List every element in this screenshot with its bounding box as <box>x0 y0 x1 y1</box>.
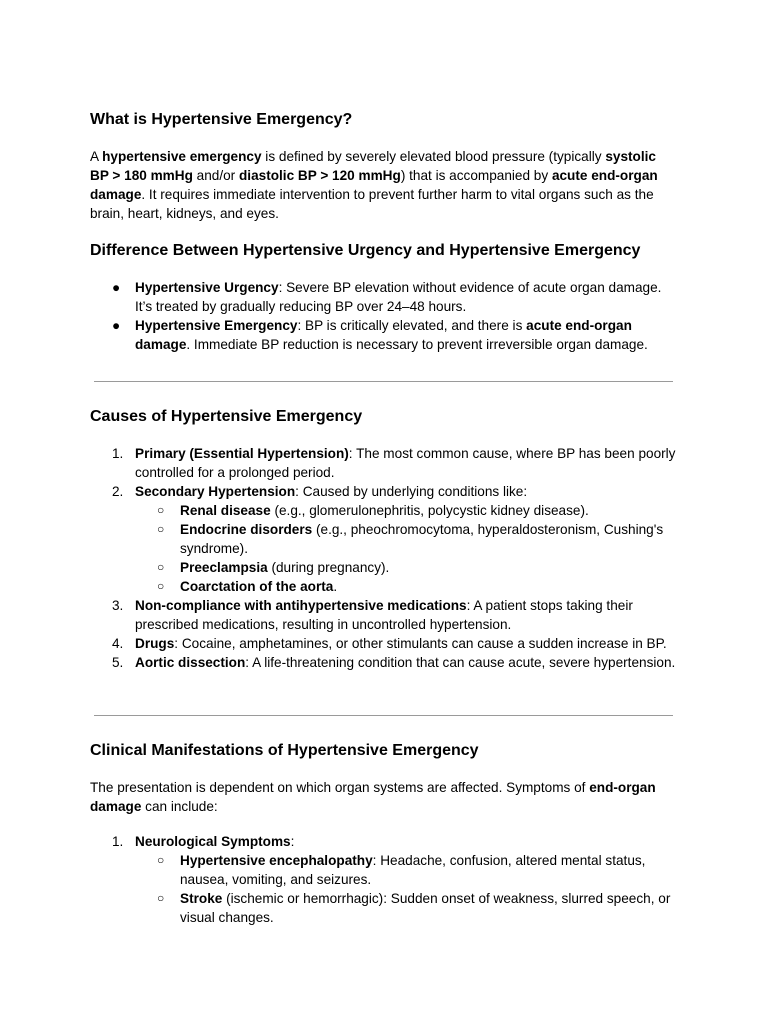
list-number: 5. <box>112 655 124 670</box>
bold-text: hypertensive emergency <box>102 149 262 164</box>
bold-text: Preeclampsia <box>180 560 268 575</box>
list-item <box>90 278 680 316</box>
heading-causes: Causes of Hypertensive Emergency <box>90 408 363 425</box>
text: : Caused by underlying conditions like: <box>295 484 528 499</box>
bold-text: Secondary Hypertension <box>135 484 296 499</box>
text: The presentation is dependent on which organ systems are affected. Symptoms of <box>90 780 590 795</box>
text: : A patient stops taking their prescribed medications, resulting in uncontrolled hypertension. <box>135 598 633 632</box>
bold-text: Hypertensive Urgency <box>135 280 279 295</box>
text: : Headache, confusion, altered mental status, nausea, vomiting, and seizures. <box>180 853 646 887</box>
heading-clinical: Clinical Manifestations of Hypertensive Emergency <box>90 742 479 759</box>
list-item <box>90 596 680 634</box>
bold-text: Endocrine disorders <box>180 522 313 537</box>
sub-list-item <box>90 501 680 520</box>
list-item <box>90 653 680 672</box>
bold-text: Renal disease <box>180 503 271 518</box>
numbered-list <box>90 832 680 927</box>
divider <box>94 715 673 716</box>
bold-text: Hypertensive encephalopathy <box>180 853 373 868</box>
circle-bullet-icon: ○ <box>157 853 165 867</box>
sub-list-item <box>90 577 680 596</box>
sub-list-item <box>90 851 680 889</box>
paragraph-definition <box>90 147 675 223</box>
bold-text: Neurological Symptoms <box>135 834 291 849</box>
bold-text: Drugs <box>135 636 175 651</box>
list-item <box>90 832 680 927</box>
sub-list <box>135 851 680 927</box>
bold-text: acute end-organ damage <box>90 168 658 202</box>
text: A <box>90 149 103 164</box>
list-number: 2. <box>112 484 124 499</box>
sub-list-item <box>90 520 680 558</box>
list-item <box>90 444 680 482</box>
text: : Severe BP elevation without evidence of acute organ damage. It’s treated by gradually reducing BP over 24–48 hours. <box>135 280 662 314</box>
numbered-list <box>90 444 685 672</box>
bullet-list <box>90 278 680 354</box>
bold-text: systolic BP > 180 mmHg <box>90 149 656 183</box>
circle-bullet-icon: ○ <box>157 503 165 517</box>
divider <box>94 381 673 382</box>
sub-list-item <box>90 889 680 927</box>
list-number: 4. <box>112 636 124 651</box>
bold-text: Hypertensive Emergency <box>135 318 298 333</box>
text: ) that is accompanied by <box>400 168 552 183</box>
text: : Cocaine, amphetamines, or other stimulants can cause a sudden increase in BP. <box>174 636 667 651</box>
bold-text: Stroke <box>180 891 223 906</box>
text: : <box>290 834 295 849</box>
paragraph-presentation <box>90 778 675 816</box>
bold-text: Coarctation of the aorta <box>180 579 334 594</box>
circle-bullet-icon: ○ <box>157 579 165 593</box>
text: (during pregnancy). <box>267 560 390 575</box>
circle-bullet-icon: ○ <box>157 891 165 905</box>
text: . It requires immediate intervention to prevent further harm to vital organs such as the brain, heart, kidneys, and eyes. <box>90 187 654 221</box>
circle-bullet-icon: ○ <box>157 560 165 574</box>
text: . Immediate BP reduction is necessary to prevent irreversible organ damage. <box>186 337 648 352</box>
list-number: 3. <box>112 598 124 613</box>
bold-text: Primary (Essential Hypertension) <box>135 446 349 461</box>
text: : BP is critically elevated, and there is <box>297 318 527 333</box>
list-item <box>90 316 680 354</box>
bold-text: Non-compliance with antihypertensive medications <box>135 598 467 613</box>
sub-list-item <box>90 558 680 577</box>
text: is defined by severely elevated blood pressure (typically <box>261 149 606 164</box>
list-item <box>90 634 685 653</box>
text: (ischemic or hemorrhagic): Sudden onset of weakness, slurred speech, or visual changes. <box>180 891 671 925</box>
bullet-icon: ● <box>112 280 121 295</box>
text: : The most common cause, where BP has been poorly controlled for a prolonged period. <box>135 446 676 480</box>
list-number: 1. <box>112 834 124 849</box>
circle-bullet-icon: ○ <box>157 522 165 536</box>
text: and/or <box>192 168 239 183</box>
list-item <box>90 482 680 596</box>
text: can include: <box>141 799 218 814</box>
text: : A life-threatening condition that can cause acute, severe hypertension. <box>245 655 676 670</box>
heading-what-is: What is Hypertensive Emergency? <box>90 111 353 128</box>
heading-difference: Difference Between Hypertensive Urgency and Hypertensive Emergency <box>90 242 641 259</box>
sub-list <box>135 501 680 596</box>
text: . <box>333 579 338 594</box>
text: (e.g., pheochromocytoma, hyperaldosteronism, Cushing's syndrome). <box>180 522 664 556</box>
bold-text: diastolic BP > 120 mmHg <box>239 168 401 183</box>
bold-text: end-organ damage <box>90 780 656 814</box>
list-number: 1. <box>112 446 124 461</box>
bold-text: acute end-organ damage <box>135 318 632 352</box>
text: (e.g., glomerulonephritis, polycystic kidney disease). <box>270 503 589 518</box>
bullet-icon: ● <box>112 318 121 333</box>
bold-text: Aortic dissection <box>135 655 246 670</box>
